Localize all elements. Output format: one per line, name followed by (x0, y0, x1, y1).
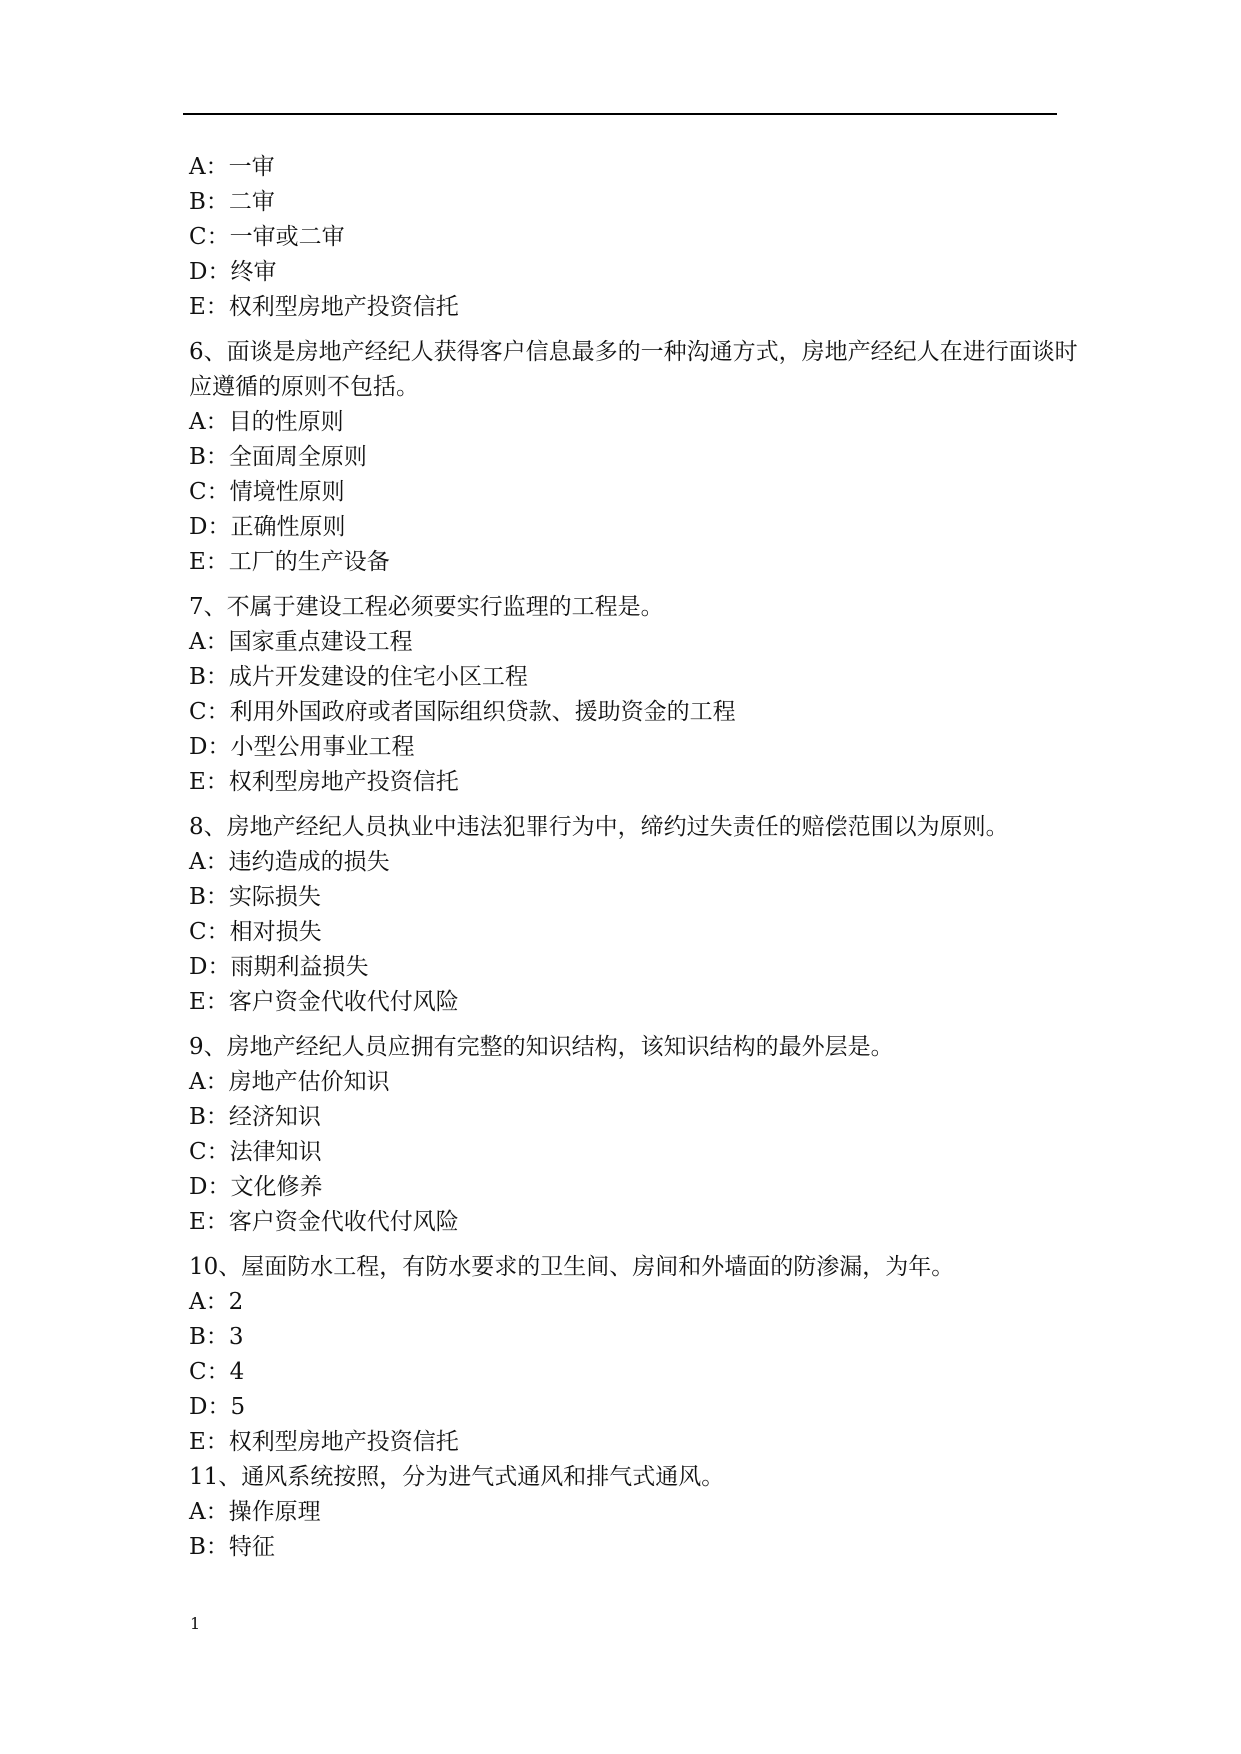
question-8 (189, 810, 1079, 1020)
option-a: A：国家重点建设工程 (189, 629, 413, 655)
option-d: D：雨期利益损失 (189, 954, 369, 980)
option-e: E：权利型房地产投资信托 (189, 1429, 459, 1455)
option-b: B：3 (189, 1324, 244, 1350)
option-e: E：权利型房地产投资信托 (189, 769, 459, 795)
question-10 (189, 1250, 1079, 1460)
question-11 (189, 1460, 1079, 1565)
option-b: B：经济知识 (189, 1104, 321, 1130)
option-d: D：小型公用事业工程 (189, 734, 415, 760)
option-a: A：房地产估价知识 (189, 1069, 390, 1095)
option-a: A：违约造成的损失 (189, 849, 390, 875)
option-a: A：目的性原则 (189, 409, 344, 435)
question-text: 10、屋面防水工程，有防水要求的卫生间、房间和外墙面的防渗漏，为年。 (189, 1254, 955, 1280)
option-e: E：工厂的生产设备 (189, 549, 390, 575)
option-e: E：客户资金代收代付风险 (189, 1209, 459, 1235)
option-c: C：利用外国政府或者国际组织贷款、援助资金的工程 (189, 699, 736, 725)
page-content (189, 150, 1079, 1565)
question-7 (189, 590, 1079, 800)
option-a: A：2 (189, 1289, 244, 1315)
question-6 (189, 335, 1079, 580)
option-c: C：相对损失 (189, 919, 322, 945)
question-9 (189, 1030, 1079, 1240)
option-e: E：权利型房地产投资信托 (189, 294, 459, 320)
option-b: B：特征 (189, 1534, 275, 1560)
question-text: 9、房地产经纪人员应拥有完整的知识结构，该知识结构的最外层是。 (189, 1034, 894, 1060)
option-c: C：法律知识 (189, 1139, 322, 1165)
option-b: B：实际损失 (189, 884, 321, 910)
question-text: 7、不属于建设工程必须要实行监理的工程是。 (189, 594, 664, 620)
option-a: A：操作原理 (189, 1499, 321, 1525)
question-text: 6、面谈是房地产经纪人获得客户信息最多的一种沟通方式，房地产经纪人在进行面谈时应遵循的原则不包括。 (189, 339, 1078, 400)
option-b: B：成片开发建设的住宅小区工程 (189, 664, 528, 690)
option-d: D：终审 (189, 259, 277, 285)
option-d: D：5 (189, 1394, 246, 1420)
option-b: B：全面周全原则 (189, 444, 367, 470)
option-a: A：一审 (189, 154, 275, 180)
question-text: 11、通风系统按照，分为进气式通风和排气式通风。 (189, 1464, 725, 1490)
option-d: D：文化修养 (189, 1174, 323, 1200)
page-number: 1 (190, 1614, 201, 1633)
option-b: B：二审 (189, 189, 275, 215)
question-text: 8、房地产经纪人员执业中违法犯罪行为中，缔约过失责任的赔偿范围以为原则。 (189, 814, 1009, 840)
option-c: C：4 (189, 1359, 245, 1385)
prior-question-options (189, 150, 1079, 325)
option-c: C：情境性原则 (189, 479, 345, 505)
header-rule (183, 113, 1057, 115)
option-c: C：一审或二审 (189, 224, 345, 250)
option-d: D：正确性原则 (189, 514, 346, 540)
option-e: E：客户资金代收代付风险 (189, 989, 459, 1015)
